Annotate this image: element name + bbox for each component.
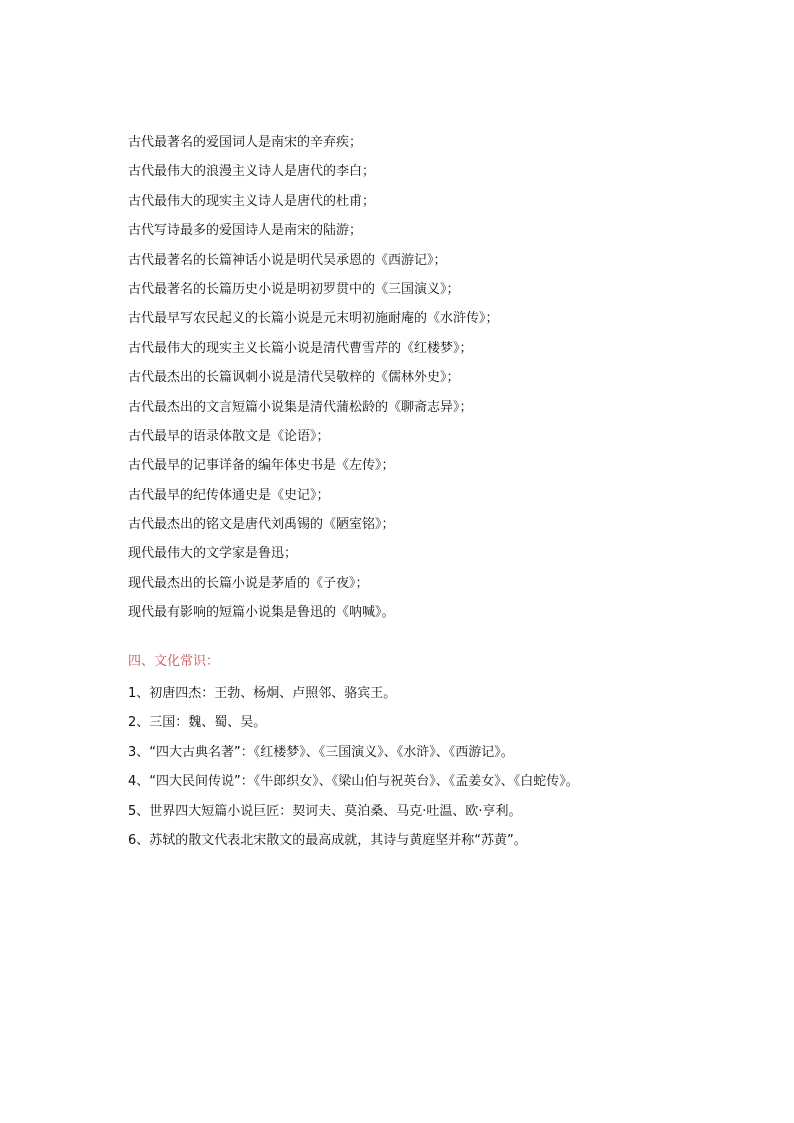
- list-item: 古代最著名的长篇神话小说是明代吴承恩的《西游记》；: [128, 252, 447, 268]
- list-item: 古代最伟大的现实主义长篇小说是清代曹雪芹的《红楼梦》；: [128, 340, 473, 356]
- literary-firsts-list: [128, 128, 768, 628]
- list-item: 古代最早的纪传体通史是《史记》；: [128, 487, 330, 503]
- list-item: 6、苏轼的散文代表北宋散文的最高成就，其诗与黄庭坚并称“苏黄”。: [128, 832, 527, 848]
- list-item: 古代写诗最多的爱国诗人是南宋的陆游；: [128, 223, 363, 239]
- list-item: 古代最杰出的长篇讽刺小说是清代吴敬梓的《儒林外史》；: [128, 370, 460, 386]
- list-item: 古代最伟大的现实主义诗人是唐代的杜甫；: [128, 193, 376, 209]
- list-item: 5、世界四大短篇小说巨匠：契诃夫、莫泊桑、马克·吐温、欧·亨利。: [128, 803, 522, 819]
- list-item: 古代最杰出的铭文是唐代刘禹锡的《陋室铭》；: [128, 517, 395, 533]
- list-item: 现代最杰出的长篇小说是茅盾的《子夜》；: [128, 575, 369, 591]
- list-item: 1、初唐四杰：王勃、杨炯、卢照邻、骆宾王。: [128, 686, 397, 701]
- section-heading-culture: 四、文化常识：: [128, 654, 220, 669]
- list-item: 古代最著名的长篇历史小说是明初罗贯中的《三国演义》；: [128, 281, 460, 297]
- list-item: 4、“四大民间传说”：《牛郎织女》、《梁山伯与祝英台》、《孟姜女》、《白蛇传》。: [128, 774, 579, 790]
- list-item: 现代最有影响的短篇小说集是鲁迅的《呐喊》。: [128, 605, 395, 621]
- list-item: 2、三国：魏、蜀、吴。: [128, 715, 267, 731]
- list-item: 古代最早的记事详备的编年体史书是《左传》；: [128, 458, 395, 474]
- list-item: 3、“四大古典名著”：《红楼梦》、《三国演义》、《水浒》、《西游记》。: [128, 744, 514, 760]
- list-item: 古代最早的语录体散文是《论语》；: [128, 428, 330, 444]
- list-item: 古代最著名的爱国词人是南宋的辛弃疾；: [128, 135, 363, 150]
- culture-knowledge-list: [128, 679, 768, 855]
- list-item: 古代最杰出的文言短篇小说集是清代蒲松龄的《聊斋志异》；: [128, 399, 473, 415]
- list-item: 古代最早写农民起义的长篇小说是元末明初施耐庵的《水浒传》；: [128, 311, 499, 327]
- list-item: 现代最伟大的文学家是鲁迅；: [128, 546, 298, 562]
- list-item: 古代最伟大的浪漫主义诗人是唐代的李白；: [128, 164, 376, 180]
